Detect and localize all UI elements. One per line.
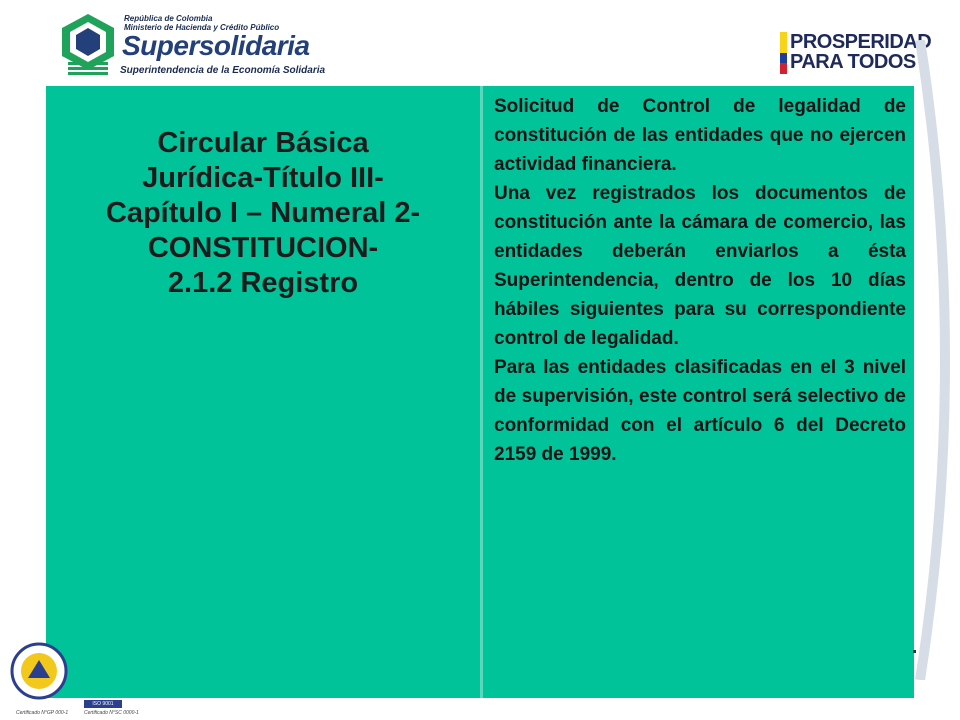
cert-right-text: Certificado N°SC 0000-1 [84,710,139,716]
iso-tag: ISO 9001 [84,700,122,708]
logo-line-2: Ministerio de Hacienda y Crédito Público [124,23,280,32]
supersolidaria-logo [58,12,338,80]
slide-title [54,126,472,301]
logo-line-1: República de Colombia [124,14,213,23]
content-table [46,86,914,698]
title-line: Jurídica-Título III- [142,162,384,194]
title-line: Circular Básica [157,127,369,159]
colombia-flag-icon [780,32,787,74]
cert-left-text: Certificado N°GP 000-1 [16,710,69,716]
title-line: 2.1.2 Registro [167,267,359,299]
header [0,0,960,86]
logo-name: Supersolidaria [122,30,310,61]
title-cell [46,86,480,698]
paragraph: Para las entidades clasificadas en el 3 nivel de supervisión, este control será selectivo de conformidad con el artículo 6 del Decreto 2159 de 1999. [494,357,906,465]
paragraph: Una vez registrados los documentos de constitución ante la cámara de comercio, las entidades deberán enviarlos a ésta Superintendencia, dentro de los 10 días hábiles siguientes para su correspondiente control de legalidad. [494,183,906,349]
prosperidad-line-2: PARA TODOS [790,51,916,73]
description-cell [494,92,906,469]
decorative-dot [913,650,916,653]
supersolidaria-emblem-icon [58,12,118,76]
title-line: Capítulo I – Numeral 2- [105,197,421,229]
certification-logos [0,640,180,720]
paragraph: Solicitud de Control de legalidad de constitución de las entidades que no ejercen actividad financiera. [494,96,906,175]
cell-divider [480,86,483,698]
prosperidad-line-1: PROSPERIDAD [790,31,932,53]
certification-seal-icon [10,642,68,704]
logo-subtitle: Superintendencia de la Economía Solidaria [120,65,326,76]
title-line: CONSTITUCION- [147,232,379,264]
